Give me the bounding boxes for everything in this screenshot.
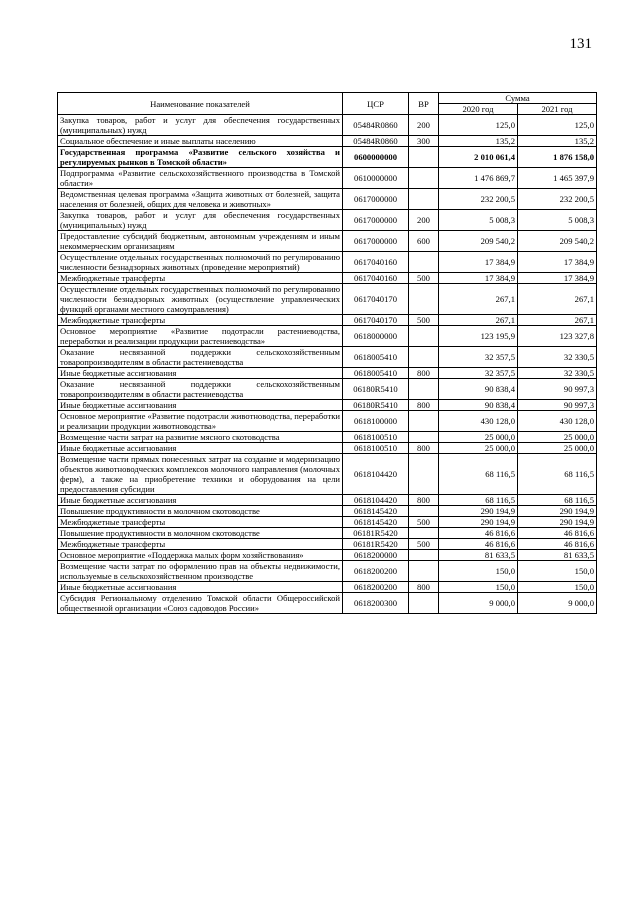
row-value-2020: 25 000,0 <box>439 432 518 443</box>
table-row <box>58 273 597 284</box>
row-csr: 0618200200 <box>343 582 409 593</box>
row-value-2021: 232 200,5 <box>518 189 597 210</box>
row-vr <box>409 550 439 561</box>
row-value-2021: 267,1 <box>518 284 597 315</box>
row-value-2021: 150,0 <box>518 561 597 582</box>
row-name: Возмещение части затрат по оформлению прав на объекты недвижимости, используемые в сельскохозяйственном производстве <box>58 561 343 582</box>
table-row <box>58 593 597 614</box>
row-csr: 05484R0860 <box>343 115 409 136</box>
row-value-2021: 90 997,3 <box>518 379 597 400</box>
row-vr <box>409 147 439 168</box>
row-value-2021: 81 633,5 <box>518 550 597 561</box>
row-csr: 0618100000 <box>343 411 409 432</box>
row-name: Социальное обеспечение и иные выплаты населению <box>58 136 343 147</box>
row-name: Межбюджетные трансферты <box>58 315 343 326</box>
row-value-2021: 90 997,3 <box>518 400 597 411</box>
row-value-2020: 123 195,9 <box>439 326 518 347</box>
row-value-2020: 135,2 <box>439 136 518 147</box>
row-csr: 0617000000 <box>343 231 409 252</box>
row-value-2021: 1 465 397,9 <box>518 168 597 189</box>
row-value-2021: 9 000,0 <box>518 593 597 614</box>
row-name: Осуществление отдельных государственных полномочий по регулированию численности безнадзорных животных (проведение мероприятий) <box>58 252 343 273</box>
row-name: Иные бюджетные ассигнования <box>58 443 343 454</box>
row-csr: 0618100510 <box>343 432 409 443</box>
row-value-2020: 32 357,5 <box>439 347 518 368</box>
row-value-2021: 123 327,8 <box>518 326 597 347</box>
table-row <box>58 315 597 326</box>
page-number: 131 <box>569 36 592 52</box>
row-name: Осуществление отдельных государственных полномочий по регулированию численности безнадзорных животных (осуществление управленческих функций органами местного самоуправления) <box>58 284 343 315</box>
row-csr: 0618200300 <box>343 593 409 614</box>
row-value-2021: 209 540,2 <box>518 231 597 252</box>
row-vr: 200 <box>409 115 439 136</box>
header-name: Наименование показателей <box>58 93 343 115</box>
header-vr: ВР <box>409 93 439 115</box>
row-value-2021: 290 194,9 <box>518 517 597 528</box>
row-csr: 0617040170 <box>343 315 409 326</box>
row-name: Межбюджетные трансферты <box>58 539 343 550</box>
table-row <box>58 147 597 168</box>
table-body <box>58 115 597 614</box>
row-name: Государственная программа «Развитие сельского хозяйства и регулируемых рынков в Томской области» <box>58 147 343 168</box>
row-name: Основное мероприятие «Поддержка малых форм хозяйствования» <box>58 550 343 561</box>
table-row <box>58 582 597 593</box>
row-csr: 06180R5410 <box>343 379 409 400</box>
row-csr: 0617040170 <box>343 284 409 315</box>
table-row <box>58 252 597 273</box>
row-csr: 0610000000 <box>343 168 409 189</box>
table-row <box>58 432 597 443</box>
row-value-2021: 5 008,3 <box>518 210 597 231</box>
row-value-2021: 430 128,0 <box>518 411 597 432</box>
row-value-2020: 430 128,0 <box>439 411 518 432</box>
row-value-2021: 32 330,5 <box>518 347 597 368</box>
row-name: Межбюджетные трансферты <box>58 517 343 528</box>
row-vr <box>409 168 439 189</box>
row-value-2021: 68 116,5 <box>518 454 597 495</box>
row-csr: 0618100510 <box>343 443 409 454</box>
row-vr: 800 <box>409 582 439 593</box>
row-value-2020: 68 116,5 <box>439 454 518 495</box>
row-csr: 05484R0860 <box>343 136 409 147</box>
row-value-2020: 32 357,5 <box>439 368 518 379</box>
row-value-2020: 125,0 <box>439 115 518 136</box>
row-value-2021: 290 194,9 <box>518 506 597 517</box>
row-value-2020: 267,1 <box>439 284 518 315</box>
row-csr: 0618145420 <box>343 517 409 528</box>
row-vr <box>409 561 439 582</box>
row-vr: 800 <box>409 495 439 506</box>
table-row <box>58 400 597 411</box>
row-value-2020: 290 194,9 <box>439 517 518 528</box>
row-value-2021: 135,2 <box>518 136 597 147</box>
row-value-2020: 232 200,5 <box>439 189 518 210</box>
row-value-2021: 125,0 <box>518 115 597 136</box>
table-row <box>58 347 597 368</box>
row-value-2020: 1 476 869,7 <box>439 168 518 189</box>
header-2021: 2021 год <box>518 104 597 115</box>
row-csr: 0617000000 <box>343 189 409 210</box>
table-row <box>58 326 597 347</box>
table-row <box>58 528 597 539</box>
row-value-2020: 150,0 <box>439 582 518 593</box>
table-row <box>58 115 597 136</box>
row-value-2020: 267,1 <box>439 315 518 326</box>
row-vr <box>409 347 439 368</box>
row-csr: 0617040160 <box>343 252 409 273</box>
row-value-2020: 5 008,3 <box>439 210 518 231</box>
header-2020: 2020 год <box>439 104 518 115</box>
table-row <box>58 550 597 561</box>
table-row <box>58 368 597 379</box>
row-vr <box>409 528 439 539</box>
row-value-2020: 81 633,5 <box>439 550 518 561</box>
row-csr: 06180R5410 <box>343 400 409 411</box>
row-vr <box>409 284 439 315</box>
table-row <box>58 136 597 147</box>
row-value-2020: 2 010 061,4 <box>439 147 518 168</box>
row-vr <box>409 189 439 210</box>
row-name: Закупка товаров, работ и услуг для обеспечения государственных (муниципальных) нужд <box>58 210 343 231</box>
row-name: Оказание несвязанной поддержки сельскохозяйственным товаропроизводителям в области растениеводства <box>58 347 343 368</box>
row-value-2020: 17 384,9 <box>439 273 518 284</box>
table-row <box>58 517 597 528</box>
row-vr <box>409 506 439 517</box>
row-vr: 800 <box>409 443 439 454</box>
row-name: Основное мероприятие «Развитие подотрасли животноводства, переработки и реализации продукции животноводства» <box>58 411 343 432</box>
row-value-2020: 68 116,5 <box>439 495 518 506</box>
row-csr: 06181R5420 <box>343 539 409 550</box>
row-vr: 500 <box>409 517 439 528</box>
row-name: Межбюджетные трансферты <box>58 273 343 284</box>
row-name: Подпрограмма «Развитие сельскохозяйственного производства в Томской области» <box>58 168 343 189</box>
table-row <box>58 561 597 582</box>
row-name: Возмещение части затрат на развитие мясного скотоводства <box>58 432 343 443</box>
row-value-2020: 209 540,2 <box>439 231 518 252</box>
row-csr: 0617040160 <box>343 273 409 284</box>
row-value-2020: 90 838,4 <box>439 400 518 411</box>
row-vr <box>409 454 439 495</box>
row-value-2021: 150,0 <box>518 582 597 593</box>
table-row <box>58 231 597 252</box>
row-csr: 0618005410 <box>343 347 409 368</box>
row-vr <box>409 252 439 273</box>
row-value-2021: 1 876 158,0 <box>518 147 597 168</box>
table-row <box>58 284 597 315</box>
row-name: Предоставление субсидий бюджетным, автономным учреждениям и иным некоммерческим организациям <box>58 231 343 252</box>
table-row <box>58 506 597 517</box>
table-row <box>58 454 597 495</box>
header-sum: Сумма <box>439 93 597 104</box>
row-value-2020: 150,0 <box>439 561 518 582</box>
row-csr: 0600000000 <box>343 147 409 168</box>
row-vr: 500 <box>409 539 439 550</box>
row-value-2020: 290 194,9 <box>439 506 518 517</box>
row-value-2021: 25 000,0 <box>518 432 597 443</box>
row-vr: 800 <box>409 400 439 411</box>
row-csr: 0618104420 <box>343 495 409 506</box>
row-csr: 0618200200 <box>343 561 409 582</box>
table-row <box>58 379 597 400</box>
row-vr: 800 <box>409 368 439 379</box>
row-name: Закупка товаров, работ и услуг для обеспечения государственных (муниципальных) нужд <box>58 115 343 136</box>
row-value-2020: 46 816,6 <box>439 539 518 550</box>
row-vr: 500 <box>409 273 439 284</box>
row-name: Оказание несвязанной поддержки сельскохозяйственным товаропроизводителям в области растениеводства <box>58 379 343 400</box>
table-row <box>58 411 597 432</box>
row-csr: 0618145420 <box>343 506 409 517</box>
row-vr <box>409 411 439 432</box>
table-row <box>58 189 597 210</box>
row-vr <box>409 432 439 443</box>
row-name: Возмещение части прямых понесенных затрат на создание и модернизацию объектов животноводческих комплексов молочного направления (молочных ферм), а также на приобретение техники и оборудования на цели предоставления субсидии <box>58 454 343 495</box>
row-value-2020: 9 000,0 <box>439 593 518 614</box>
header-csr: ЦСР <box>343 93 409 115</box>
table-row <box>58 539 597 550</box>
row-name: Повышение продуктивности в молочном скотоводстве <box>58 506 343 517</box>
table-row <box>58 210 597 231</box>
row-name: Иные бюджетные ассигнования <box>58 495 343 506</box>
row-value-2020: 25 000,0 <box>439 443 518 454</box>
row-name: Повышение продуктивности в молочном скотоводстве <box>58 528 343 539</box>
row-name: Субсидия Региональному отделению Томской области Общероссийской общественной организации «Союз садоводов России» <box>58 593 343 614</box>
table-row <box>58 495 597 506</box>
row-csr: 0618200000 <box>343 550 409 561</box>
row-name: Основное мероприятие «Развитие подотрасли растениеводства, переработки и реализации продукции растениеводства» <box>58 326 343 347</box>
row-value-2020: 17 384,9 <box>439 252 518 273</box>
row-vr: 500 <box>409 315 439 326</box>
row-value-2021: 32 330,5 <box>518 368 597 379</box>
row-csr: 0617000000 <box>343 210 409 231</box>
row-vr <box>409 326 439 347</box>
budget-table <box>57 92 597 614</box>
row-csr: 0618005410 <box>343 368 409 379</box>
row-value-2021: 68 116,5 <box>518 495 597 506</box>
row-value-2020: 90 838,4 <box>439 379 518 400</box>
row-csr: 0618104420 <box>343 454 409 495</box>
row-value-2021: 25 000,0 <box>518 443 597 454</box>
row-value-2021: 17 384,9 <box>518 273 597 284</box>
row-value-2021: 46 816,6 <box>518 539 597 550</box>
row-vr: 200 <box>409 210 439 231</box>
row-csr: 0618000000 <box>343 326 409 347</box>
row-csr: 06181R5420 <box>343 528 409 539</box>
row-name: Иные бюджетные ассигнования <box>58 368 343 379</box>
table-row <box>58 168 597 189</box>
row-vr <box>409 593 439 614</box>
row-vr: 600 <box>409 231 439 252</box>
row-value-2021: 46 816,6 <box>518 528 597 539</box>
row-vr: 300 <box>409 136 439 147</box>
row-value-2021: 267,1 <box>518 315 597 326</box>
row-name: Иные бюджетные ассигнования <box>58 582 343 593</box>
row-value-2021: 17 384,9 <box>518 252 597 273</box>
row-name: Ведомственная целевая программа «Защита животных от болезней, защита населения от болезней, общих для человека и животных» <box>58 189 343 210</box>
table-row <box>58 443 597 454</box>
row-value-2020: 46 816,6 <box>439 528 518 539</box>
row-name: Иные бюджетные ассигнования <box>58 400 343 411</box>
row-vr <box>409 379 439 400</box>
